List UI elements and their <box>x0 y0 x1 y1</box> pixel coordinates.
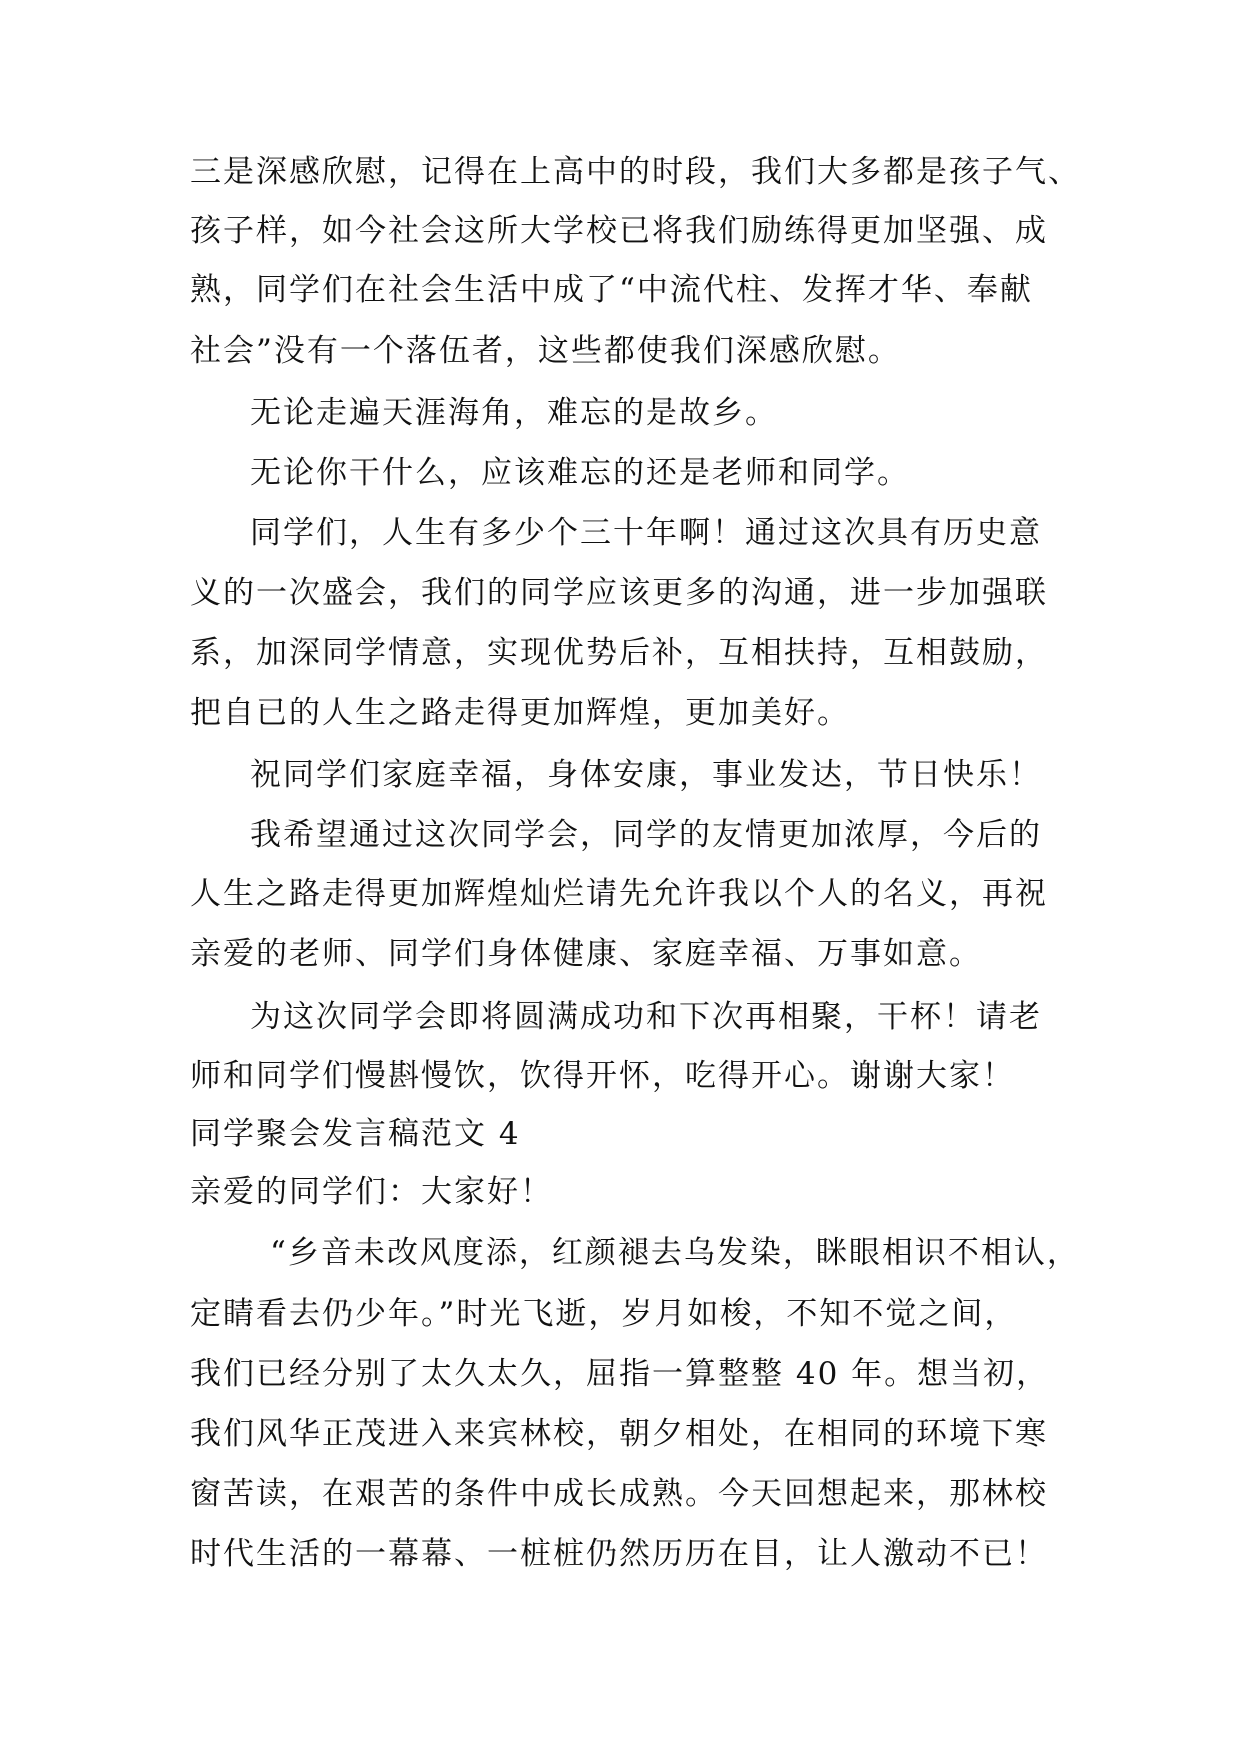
paragraph-line: 把自已的人生之路走得更加辉煌，更加美好。 <box>190 695 850 731</box>
paragraph-line: 无论你干什么，应该难忘的还是老师和同学。 <box>250 455 910 491</box>
paragraph-line: 孩子样，如今社会这所大学校已将我们励练得更加坚强、成 <box>190 213 1048 249</box>
paragraph-line: “乡音未改风度添，红颜褪去乌发染，眯眼相识不相认， <box>270 1235 1080 1271</box>
paragraph-line: 熟，同学们在社会生活中成了“中流代柱、发挥才华、奉献 <box>190 272 1033 308</box>
paragraph-line: 师和同学们慢斟慢饮，饮得开怀，吃得开心。谢谢大家！ <box>190 1058 1015 1094</box>
paragraph-line: 亲爱的老师、同学们身体健康、家庭幸福、万事如意。 <box>190 936 982 972</box>
paragraph-line: 义的一次盛会，我们的同学应该更多的沟通，进一步加强联 <box>190 575 1048 611</box>
paragraph-line: 同学们，人生有多少个三十年啊！通过这次具有历史意 <box>250 515 1042 551</box>
paragraph-line: 时代生活的一幕幕、一桩桩仍然历历在目，让人激动不已！ <box>190 1536 1048 1572</box>
paragraph-line: 社会”没有一个落伍者，这些都使我们深感欣慰。 <box>190 333 901 369</box>
paragraph-line: 为这次同学会即将圆满成功和下次再相聚，干杯！请老 <box>250 999 1042 1035</box>
section-heading: 同学聚会发言稿范文 4 <box>190 1116 521 1152</box>
paragraph-line: 我希望通过这次同学会，同学的友情更加浓厚，今后的 <box>250 817 1042 853</box>
paragraph-line: 三是深感欣慰，记得在上高中的时段，我们大多都是孩子气、 <box>190 154 1081 190</box>
paragraph-line: 系，加深同学情意，实现优势后补，互相扶持，互相鼓励， <box>190 635 1048 671</box>
paragraph-line: 祝同学们家庭幸福，身体安康，事业发达，节日快乐！ <box>250 757 1042 793</box>
paragraph-line: 我们风华正茂进入来宾林校，朝夕相处，在相同的环境下寒 <box>190 1416 1048 1452</box>
salutation: 亲爱的同学们：大家好！ <box>190 1174 553 1210</box>
paragraph-line: 窗苦读，在艰苦的条件中成长成熟。今天回想起来，那林校 <box>190 1476 1048 1512</box>
paragraph-line: 人生之路走得更加辉煌灿烂请先允许我以个人的名义，再祝 <box>190 876 1048 912</box>
paragraph-line: 我们已经分别了太久太久，屈指一算整整 40 年。想当初， <box>190 1356 1050 1392</box>
paragraph-line: 定睛看去仍少年。”时光飞逝，岁月如梭，不知不觉之间， <box>190 1296 1018 1332</box>
paragraph-line: 无论走遍天涯海角，难忘的是故乡。 <box>250 395 778 431</box>
